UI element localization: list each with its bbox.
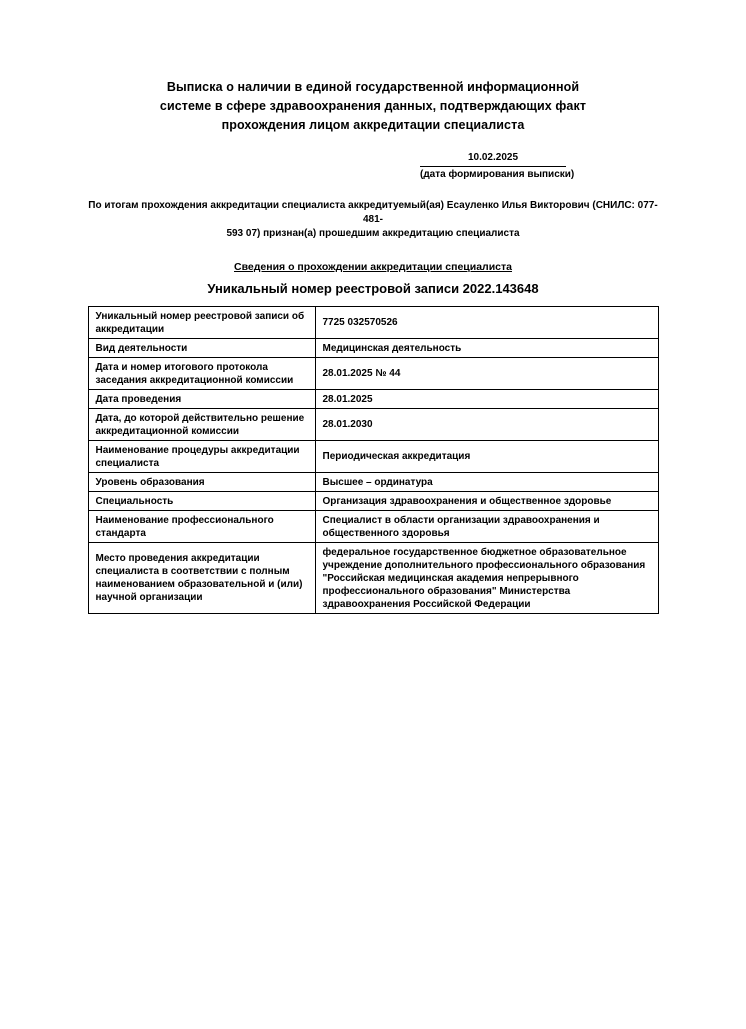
table-row-value: федеральное государственное бюджетное образовательное учреждение дополнительного профессионального образования "Российская медицинская академия непрерывного профессионального образования" Министерства здравоохранения Российской Федерации <box>315 543 658 614</box>
table-row-value: 28.01.2025 <box>315 390 658 409</box>
table-row-label: Специальность <box>88 492 315 511</box>
table-row-label: Уровень образования <box>88 473 315 492</box>
document-title <box>0 0 746 135</box>
table-row <box>88 339 658 358</box>
table-row-value: Специалист в области организации здравоохранения и общественного здоровья <box>315 511 658 543</box>
table-row-value: 28.01.2025 № 44 <box>315 358 658 390</box>
table-row-value: 7725 032570526 <box>315 307 658 339</box>
table-row-label: Дата и номер итогового протокола заседания аккредитационной комиссии <box>88 358 315 390</box>
table-row <box>88 473 658 492</box>
table-row <box>88 543 658 614</box>
intro-paragraph <box>88 199 658 241</box>
extract-date-caption: (дата формирования выписки) <box>420 169 575 180</box>
table-row-value: Организация здравоохранения и общественное здоровье <box>315 492 658 511</box>
document-title-line: Выписка о наличии в единой государственной информационной <box>166 80 580 94</box>
table-row <box>88 358 658 390</box>
table-row-label: Уникальный номер реестровой записи об аккредитации <box>88 307 315 339</box>
accreditation-table <box>88 306 659 614</box>
table-row-value: 28.01.2030 <box>315 409 658 441</box>
intro-paragraph-line: По итогам прохождения аккредитации специалиста аккредитуемый(ая) Есауленко Илья Викторович (СНИЛС: 077-481- <box>88 200 658 225</box>
document-title-line: прохождения лицом аккредитации специалиста <box>221 118 525 132</box>
table-row-label: Место проведения аккредитации специалиста в соответствии с полным наименованием образовательной и (или) научной организации <box>88 543 315 614</box>
table-row-label: Дата проведения <box>88 390 315 409</box>
intro-paragraph-line: 593 07) признан(а) прошедшим аккредитацию специалиста <box>226 228 520 239</box>
table-row-value: Высшее – ординатура <box>315 473 658 492</box>
table-row <box>88 409 658 441</box>
document-title-line: системе в сфере здравоохранения данных, подтверждающих факт <box>159 99 587 113</box>
table-row-label: Дата, до которой действительно решение аккредитационной комиссии <box>88 409 315 441</box>
extract-date-block <box>420 151 575 181</box>
table-row <box>88 492 658 511</box>
table-row <box>88 390 658 409</box>
table-row-label: Наименование процедуры аккредитации специалиста <box>88 441 315 473</box>
table-row-value: Медицинская деятельность <box>315 339 658 358</box>
extract-date-value: 10.02.2025 <box>420 151 566 167</box>
table-row-label: Наименование профессионального стандарта <box>88 511 315 543</box>
table-row <box>88 307 658 339</box>
table-row <box>88 441 658 473</box>
table-row-value: Периодическая аккредитация <box>315 441 658 473</box>
registry-number-heading: Уникальный номер реестровой записи 2022.143648 <box>207 281 539 296</box>
section-header: Сведения о прохождении аккредитации специалиста <box>234 261 512 273</box>
table-row <box>88 511 658 543</box>
table-row-label: Вид деятельности <box>88 339 315 358</box>
